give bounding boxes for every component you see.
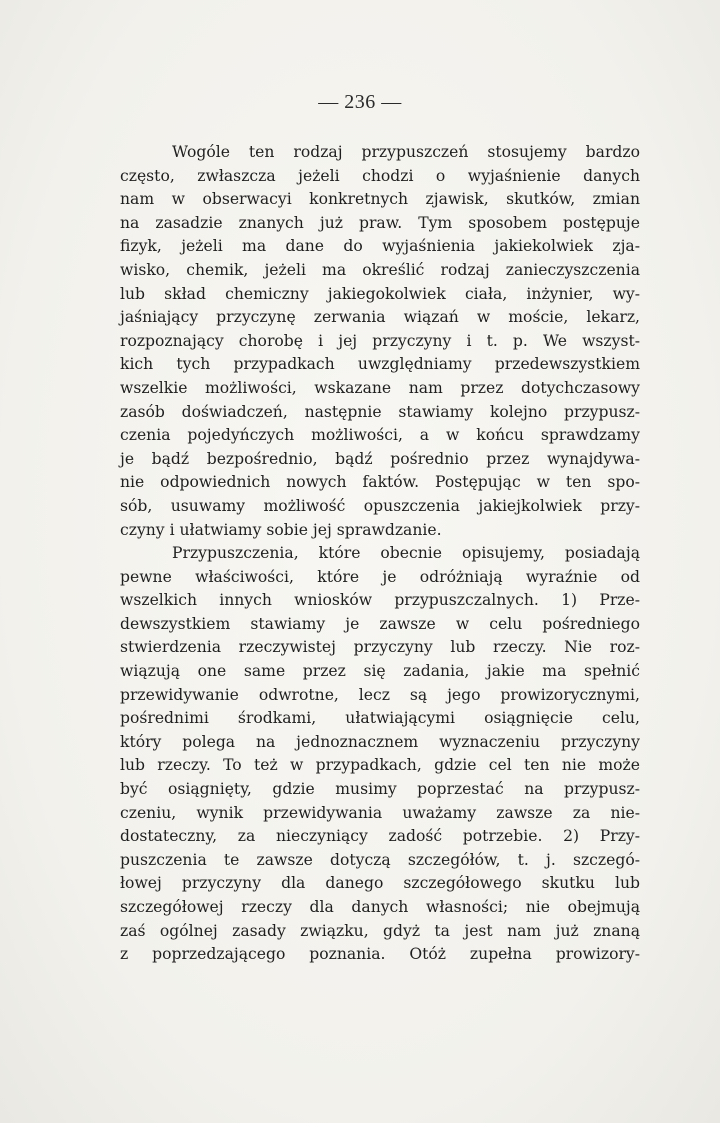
text-line: wszelkie możliwości, wskazane nam przez dotychczasowy [120,378,640,397]
text-line: pośrednimi środkami, ułatwiającymi osiągnięcie celu, [120,709,640,728]
text-line: je bądź bezpośrednio, bądź pośrednio przez wynajdywa- [120,449,640,468]
text-line: sób, usuwamy możliwość opuszczenia jakiejkolwiek przy- [120,496,640,515]
text-line: rozpoznający chorobę i jej przyczyny i t. p. We wszyst- [120,331,640,350]
text-line: lub rzeczy. To też w przypadkach, gdzie cel ten nie może [120,756,640,775]
text-line: z poprzedzającego poznania. Otóż zupełna prowizory- [120,945,640,964]
body-text [120,141,640,967]
text-line: zasób doświadczeń, następnie stawiamy kolejno przypusz- [120,402,640,421]
text-line: który polega na jednoznacznem wyznaczeniu przyczyny [120,732,640,751]
text-line: szczegółowej rzeczy dla danych własności; nie obejmują [120,898,640,916]
text-line: łowej przyczyny dla danego szczegółowego skutku lub [120,874,640,893]
text-line: czyny i ułatwiamy sobie jej sprawdzanie. [120,520,442,539]
text-line: być osiągnięty, gdzie musimy poprzestać na przypusz- [120,780,640,799]
text-line: fizyk, jeżeli ma dane do wyjaśnienia jakiekolwiek zja- [120,237,640,256]
text-line: zaś ogólnej zasady związku, gdyż ta jest nam już znaną [120,921,640,940]
text-line: jaśniający przyczynę zerwania wiązań w moście, lekarz, [120,308,640,327]
page-number: — 236 — [318,91,402,113]
text-line: dostateczny, za nieczyniący zadość potrzebie. 2) Przy- [120,827,640,846]
text-line: nie odpowiednich nowych faktów. Postępując w ten spo- [120,473,640,492]
text-line: puszczenia te zawsze dotyczą szczegółów, t. j. szczegó- [120,850,640,869]
text-line: często, zwłaszcza jeżeli chodzi o wyjaśnienie danych [120,166,640,185]
text-line: Przypuszczenia, które obecnie opisujemy, posiadają [172,544,640,563]
text-line: przewidywanie odwrotne, lecz są jego prowizorycznymi, [120,685,640,704]
text-line: dewszystkiem stawiamy je zawsze w celu pośredniego [120,614,640,633]
text-line: wszelkich innych wniosków przypuszczalnych. 1) Prze- [120,591,640,610]
text-line: czeniu, wynik przewidywania uważamy zawsze za nie- [120,803,640,822]
text-line: wiązują one same przez się zadania, jakie ma spełnić [120,662,640,681]
text-line: stwierdzenia rzeczywistej przyczyny lub rzeczy. Nie roz- [120,638,640,657]
text-line: kich tych przypadkach uwzględniamy przedewszystkiem [120,355,640,374]
text-line: Wogóle ten rodzaj przypuszczeń stosujemy bardzo [172,143,640,161]
text-line: nam w obserwacyi konkretnych zjawisk, skutków, zmian [120,190,640,209]
text-line: pewne właściwości, które je odróżniają wyraźnie od [120,567,640,586]
text-line: lub skład chemiczny jakiegokolwiek ciała, inżynier, wy- [120,284,640,303]
text-line: czenia pojedyńczych możliwości, a w końcu sprawdzamy [120,426,640,445]
text-line: wisko, chemik, jeżeli ma określić rodzaj zanieczyszczenia [120,260,640,279]
text-line: na zasadzie znanych już praw. Tym sposobem postępuje [120,213,640,232]
